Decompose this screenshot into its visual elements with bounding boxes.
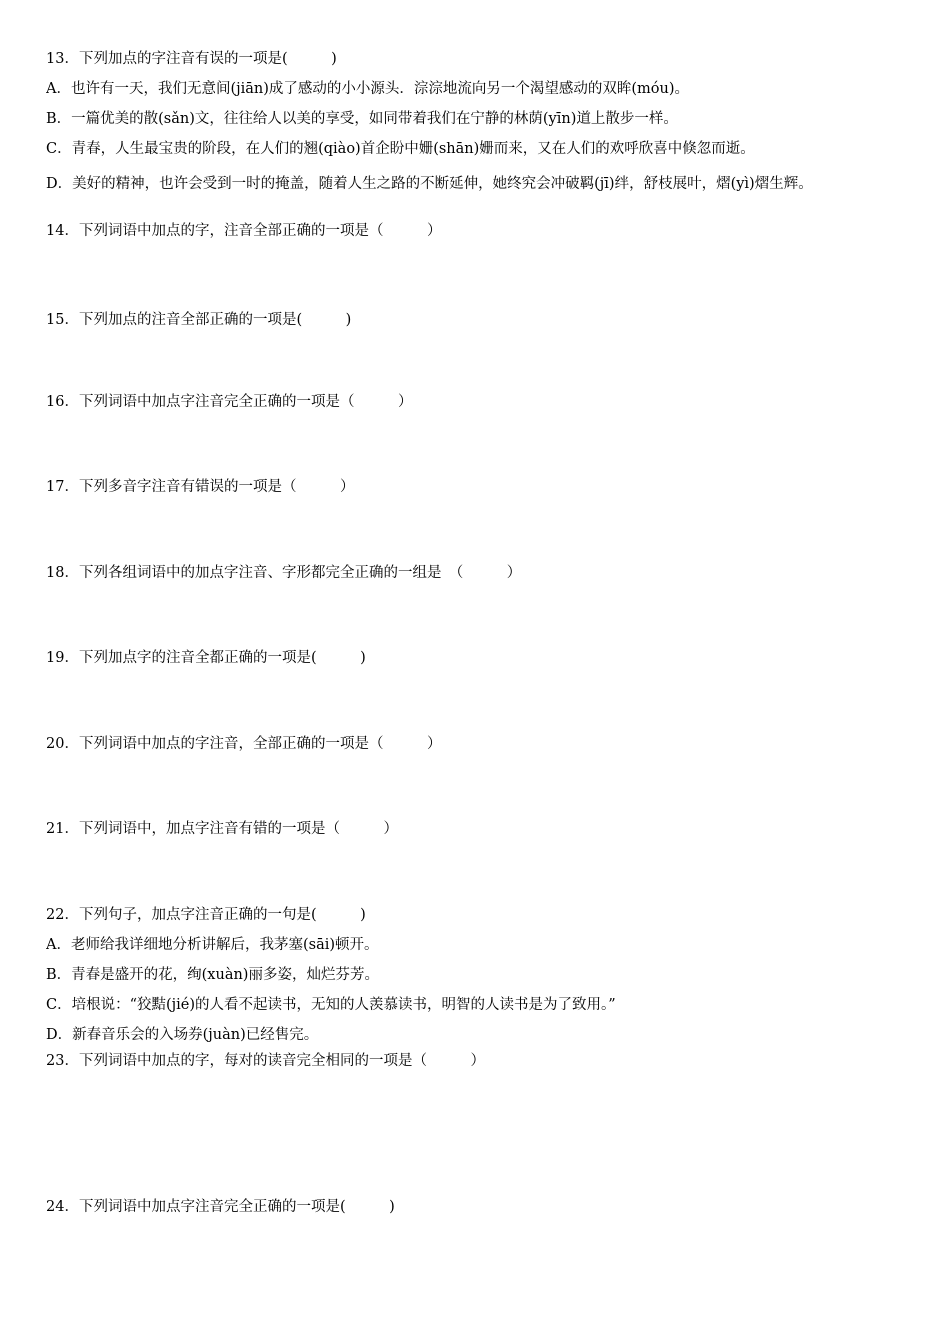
question-21-stem: 21．下列词语中，加点字注音有错的一项是（ ） <box>46 821 398 837</box>
question-20-stem: 20．下列词语中加点的字注音，全部正确的一项是（ ） <box>46 736 442 752</box>
question-19-stem: 19．下列加点字的注音全都正确的一项是( ) <box>46 650 366 666</box>
question-17-stem: 17．下列多音字注音有错误的一项是（ ） <box>46 479 355 495</box>
question-22-stem: 22．下列句子，加点字注音正确的一句是( ) <box>46 907 366 923</box>
question-22-option-b: B．青春是盛开的花，绚(xuàn)丽多姿，灿烂芬芳。 <box>46 967 379 983</box>
question-24-stem: 24．下列词语中加点字注音完全正确的一项是( ) <box>46 1199 395 1215</box>
question-15-stem: 15．下列加点的注音全部正确的一项是( ) <box>46 312 352 328</box>
question-18-stem: 18．下列各组词语中的加点字注音、字形都完全正确的一组是 （ ） <box>46 565 522 581</box>
question-23-stem: 23．下列词语中加点的字，每对的读音完全相同的一项是（ ） <box>46 1053 485 1069</box>
question-22-option-d: D．新春音乐会的入场券(juàn)已经售完。 <box>46 1027 319 1043</box>
question-13-option-d: D．美好的精神，也许会受到一时的掩盖，随着人生之路的不断延伸，她终究会冲破羁(jī)绊，舒枝展叶，熠(yì)熠生辉。 <box>46 176 813 192</box>
question-13-option-c: C．青春，人生最宝贵的阶段，在人们的翘(qiào)首企盼中姗(shān)姗而来，又在人们的欢呼欣喜中倏忽而逝。 <box>46 141 755 157</box>
question-13-option-a: A．也许有一天，我们无意间(jiān)成了感动的小小源头．淙淙地流向另一个渴望感动的双眸(móu)。 <box>46 81 690 97</box>
question-22-option-a: A．老师给我详细地分析讲解后，我茅塞(sāi)顿开。 <box>46 937 379 953</box>
question-22-option-c: C．培根说：“狡黠(jié)的人看不起读书，无知的人羡慕读书，明智的人读书是为了致用。” <box>46 997 616 1013</box>
question-14-stem: 14．下列词语中加点的字，注音全部正确的一项是（ ） <box>46 223 442 239</box>
question-13-stem: 13．下列加点的字注音有误的一项是( ) <box>46 51 337 67</box>
question-16-stem: 16．下列词语中加点字注音完全正确的一项是（ ） <box>46 394 413 410</box>
question-13-option-b: B．一篇优美的散(sǎn)文，往往给人以美的享受，如同带着我们在宁静的林荫(yīn)道上散步一样。 <box>46 111 678 127</box>
